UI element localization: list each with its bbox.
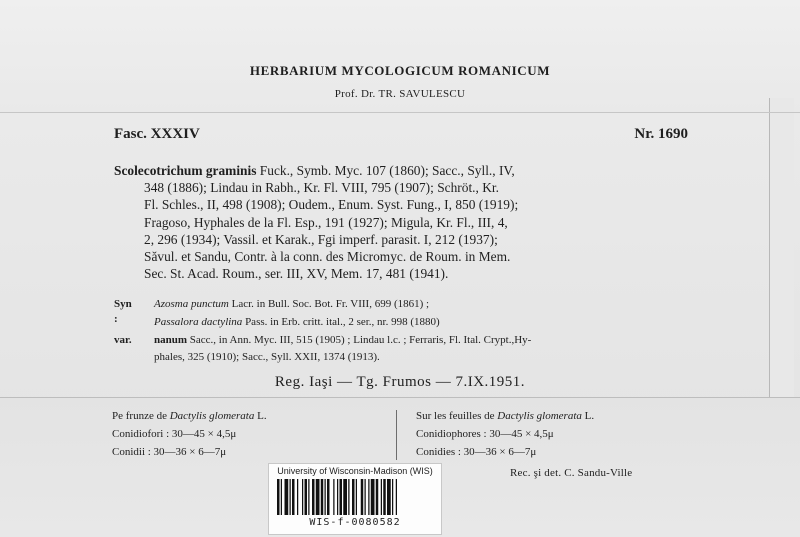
variety-line: phales, 325 (1910); Sacc., Syll. XXII, 1374 (1913). (154, 351, 380, 363)
conidiophores-fr: Conidiophores : 30—45 × 4,5μ (416, 428, 554, 440)
barcode-number: WIS-f-0080582 (309, 517, 401, 528)
syn-label: Syn : (114, 298, 132, 325)
synonym-line: Passalora dactylina Pass. in Erb. critt. ital., 2 ser., nr. 998 (1880) (154, 316, 440, 328)
var-label: var. (114, 334, 132, 346)
synonym-line: Azosma punctum Lacr. in Bull. Soc. Bot. Fr. VIII, 699 (1861) ; (154, 298, 430, 310)
host-line-ro: Pe frunze de Dactylis glomerata L. (112, 410, 267, 422)
species-description (114, 162, 696, 282)
host-line-fr: Sur les feuilles de Dactylis glomerata L. (416, 410, 595, 422)
description-line: Sec. St. Acad. Roum., ser. III, XV, Mem. 17, 481 (1941). (144, 266, 449, 282)
description-line: 2, 296 (1934); Vassil. et Karak., Fgi imperf. parasit. I, 212 (1937); (144, 231, 498, 247)
collector-legit: Rec. şi det. C. Sandu-Ville (510, 467, 633, 479)
conidia-fr: Conidies : 30—36 × 6—7μ (416, 446, 537, 458)
description-line: Săvul. et Sandu, Contr. à la conn. des Micromyc. de Roum. in Mem. (144, 249, 511, 265)
french-notes (416, 407, 594, 461)
description-line: Scolecotrichum graminis Fuck., Symb. Myc. 107 (1860); Sacc., Syll., IV, (114, 163, 515, 178)
romanian-notes (112, 407, 267, 461)
specimen-number: Nr. 1690 (634, 126, 688, 142)
institution-name: University of Wisconsin-Madison (WIS) (277, 466, 433, 476)
description-line: 348 (1886); Lindau in Rabh., Kr. Fl. VIII, 795 (1907); Schröt., Kr. (144, 180, 499, 196)
conidiophores-ro: Conidiofori : 30—45 × 4,5μ (112, 428, 237, 440)
fascicle-number: Fasc. XXXIV (114, 126, 200, 142)
barcode-icon (277, 479, 433, 515)
species-name: Scolecotrichum graminis (114, 163, 257, 178)
conidia-ro: Conidii : 30—36 × 6—7μ (112, 446, 227, 458)
description-line: Fragoso, Hyphales de la Fl. Esp., 191 (1927); Migula, Kr. Fl., III, 4, (144, 214, 508, 230)
herbarium-title: HERBARIUM MYCOLOGICUM ROMANICUM (249, 63, 551, 78)
collection-locality: Reg. Iaşi — Tg. Frumos — 7.IX.1951. (274, 374, 526, 390)
professor-name: Prof. Dr. TR. SAVULESCU (334, 88, 466, 100)
column-divider (396, 410, 397, 460)
variety-line: nanum Sacc., in Ann. Myc. III, 515 (1905) ; Lindau l.c. ; Ferraris, Fl. Ital. Crypt.,Hy- (154, 334, 532, 346)
barcode-label (268, 463, 442, 535)
envelope-right-edge (769, 98, 794, 418)
fold-line (0, 112, 800, 113)
description-line: Fl. Schles., II, 498 (1908); Oudem., Enum. Syst. Fung., I, 850 (1919); (144, 197, 519, 213)
